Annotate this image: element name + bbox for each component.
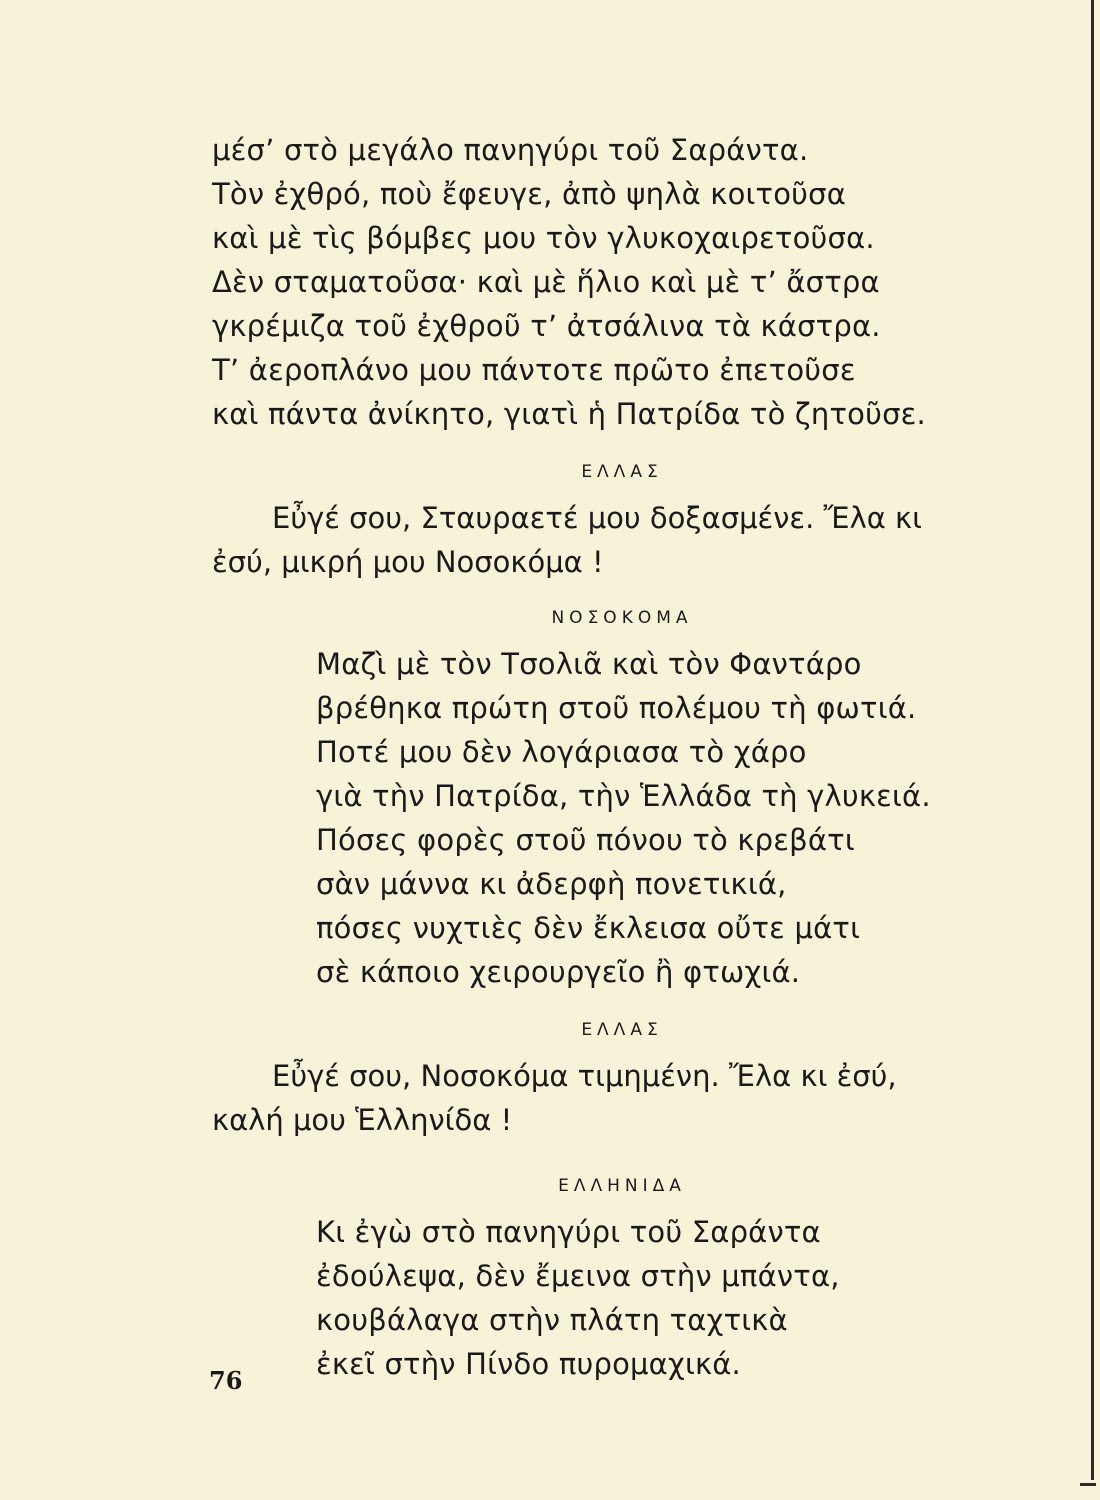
prose-2: [212, 1054, 1032, 1142]
verse-line: γκρέμιζα τοῦ ἐχθροῦ τ’ ἀτσάλινα τὰ κάστρα.: [212, 309, 881, 343]
speaker-heading: ΕΛΛΑΣ: [581, 1020, 663, 1040]
verse-line: καὶ πάντα ἀνίκητο, γιατὶ ἡ Πατρίδα τὸ ζητοῦσε.: [212, 397, 926, 431]
verse-line: Τ’ ἀεροπλάνο μου πάντοτε πρῶτο ἐπετοῦσε: [212, 353, 856, 387]
page-edge-corner: [1080, 1483, 1096, 1486]
prose-line: καλή μου Ἑλληνίδα !: [212, 1103, 513, 1137]
verse-line: Μαζὶ μὲ τὸν Τσολιᾶ καὶ τὸν Φαντάρο: [316, 647, 862, 681]
verse-line: πόσες νυχτιὲς δὲν ἔκλεισα οὔτε μάτι: [316, 911, 861, 945]
verse-line: κουβάλαγα στὴν πλάτη ταχτικὰ: [316, 1303, 788, 1337]
speaker-heading: ΕΛΛΗΝΙΔΑ: [558, 1176, 686, 1196]
verse-line: Ποτέ μου δὲν λογάριασα τὸ χάρο: [316, 735, 807, 769]
speaker-heading: ΝΟΣΟΚΟΜΑ: [551, 608, 693, 628]
prose-line: ἐσύ, μικρή μου Νοσοκόμα !: [212, 545, 604, 579]
stanza-1: [212, 128, 1032, 436]
stanza-2: [212, 642, 1032, 994]
page-edge-right: [1091, 0, 1094, 1480]
verse-line: σὰν μάννα κι ἀδερφὴ πονετικιά,: [316, 867, 787, 901]
verse-line: βρέθηκα πρώτη στοῦ πολέμου τὴ φωτιά.: [316, 691, 917, 725]
verse-line: Πόσες φορὲς στοῦ πόνου τὸ κρεβάτι: [316, 823, 855, 857]
verse-line: σὲ κάποιο χειρουργεῖο ἢ φτωχιά.: [316, 955, 801, 989]
stanza-3: [212, 1210, 1032, 1386]
page-content: [212, 128, 1032, 1386]
speaker-heading: ΕΛΛΑΣ: [581, 462, 663, 482]
prose-1: [212, 496, 1032, 584]
prose-line: Εὖγέ σου, Νοσοκόμα τιμημένη. Ἔλα κι ἐσύ,: [272, 1059, 897, 1093]
verse-line: καὶ μὲ τὶς βόμβες μου τὸν γλυκοχαιρετοῦσα.: [212, 221, 875, 255]
verse-line: ἐκεῖ στὴν Πίνδο πυρομαχικά.: [316, 1347, 741, 1381]
page-number: 76: [209, 1366, 243, 1395]
verse-line: ἐδούλεψα, δὲν ἔμεινα στὴν μπάντα,: [316, 1259, 840, 1293]
verse-line: Κι ἐγὼ στὸ πανηγύρι τοῦ Σαράντα: [316, 1215, 821, 1249]
verse-line: Δὲν σταματοῦσα· καὶ μὲ ἥλιο καὶ μὲ τ’ ἄστρα: [212, 265, 880, 299]
prose-line: Εὖγέ σου, Σταυραετέ μου δοξασμένε. Ἔλα κι: [272, 501, 922, 535]
verse-line: γιὰ τὴν Πατρίδα, τὴν Ἑλλάδα τὴ γλυκειά.: [316, 779, 931, 813]
verse-line: Τὸν ἐχθρό, ποὺ ἔφευγε, ἀπὸ ψηλὰ κοιτοῦσα: [212, 177, 847, 211]
verse-line: μέσ’ στὸ μεγάλο πανηγύρι τοῦ Σαράντα.: [212, 133, 809, 167]
